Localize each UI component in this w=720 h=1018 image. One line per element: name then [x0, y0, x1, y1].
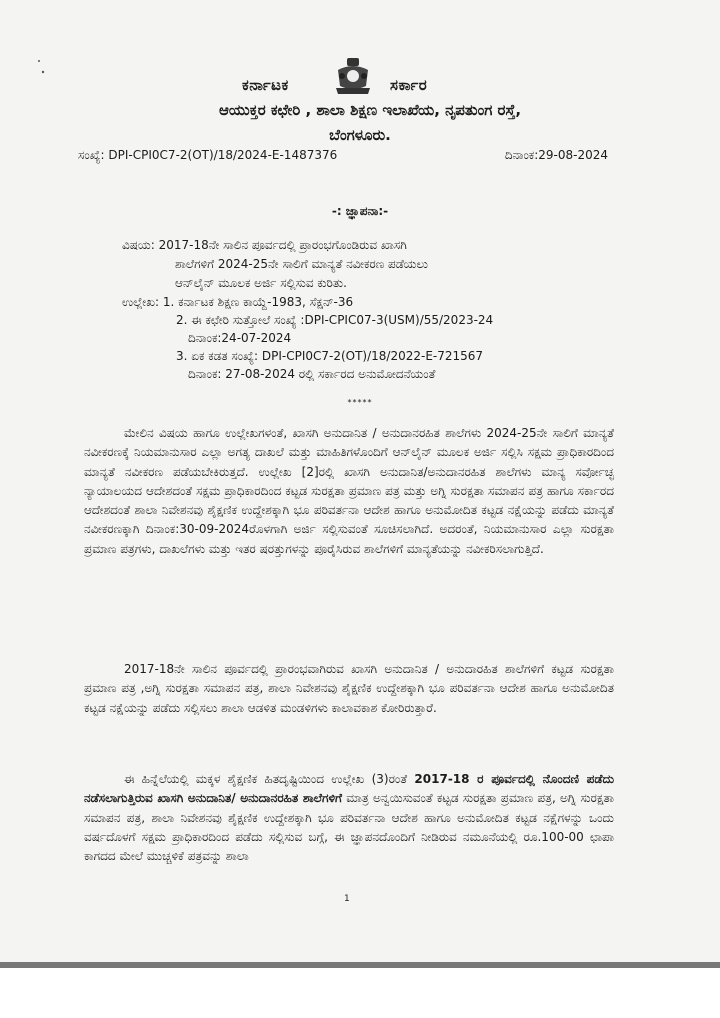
subject-line-1: ವಿಷಯ: 2017-18ನೇ ಸಾಲಿನ ಪೂರ್ವದಲ್ಲಿ ಪ್ರಾರಂಭಗೊಂಡಿರುವ ಖಾಸಗಿ: [122, 238, 407, 252]
paragraph-1: [84, 424, 614, 559]
paragraph-2: [84, 660, 614, 718]
paragraph-2-text: 2017-18ನೇ ಸಾಲಿನ ಪೂರ್ವದಲ್ಲಿ ಪ್ರಾರಂಭವಾಗಿರುವ ಖಾಸಗಿ ಅನುದಾನಿತ / ಅನುದಾರಹಿತ ಶಾಲೆಗಳಿಗೆ ಕಟ್ಟಡ ಸುರಕ್ಷತಾ ಪ್ರಮಾಣ ಪತ್ರ ,ಅಗ್ನಿ ಸುರಕ್ಷತಾ ಸಮಾಪನ ಪತ್ರ, ಶಾಲಾ ನಿವೇಶನವು ಶೈಕ್ಷಣಿಕ ಉದ್ದೇಶಕ್ಕಾಗಿ ಭೂ ಪರಿವರ್ತನಾ ಆದೇಶ ಹಾಗೂ ಅನುಮೋದಿತ ಕಟ್ಟಡ ನಕ್ಷೆಯನ್ನು ಪಡೆದು ಸಲ್ಲಿಸಲು ಶಾಲಾ ಆಡಳಿತ ಮಂಡಳಿಗಳು ಕಾಲಾವಕಾಶ ಕೋರಿರುತ್ತಾರೆ.: [84, 662, 614, 715]
subject-line-2: ಶಾಲೆಗಳಿಗೆ 2024-25ನೇ ಸಾಲಿಗೆ ಮಾನ್ಯತೆ ನವೀಕರಣ ಪಡೆಯಲು: [175, 257, 428, 271]
office-name: ಆಯುಕ್ತರ ಕಛೇರಿ , ಶಾಲಾ ಶಿಕ್ಷಣ ಇಲಾಖೆಯ, ನೃಪತುಂಗ ರಸ್ತೆ,: [218, 101, 522, 119]
references-block: [122, 293, 592, 383]
subject-block: [122, 236, 582, 293]
paragraph-3-rest: ಮಾತ್ರ ಅನ್ವಯಿಸುವಂತೆ ಕಟ್ಟಡ ಸುರಕ್ಷತಾ ಪ್ರಮಾಣ ಪತ್ರ, ಅಗ್ನಿ ಸುರಕ್ಷತಾ ಸಮಾಪನ ಪತ್ರ, ಶಾಲಾ ನಿವೇಶನವು ಶೈಕ್ಷಣಿಕ ಉದ್ದೇಶಕ್ಕಾಗಿ ಭೂ ಪರಿವರ್ತನಾ ಆದೇಶ ಹಾಗೂ ಅನುಮೋದಿತ ಕಟ್ಟಡ ನಕ್ಷೆಗಳನ್ನು ಒಂದು ವರ್ಷದೊಳಗೆ ಸಕ್ಷಮ ಪ್ರಾಧಿಕಾರದಿಂದ ಪಡೆದು ಸಲ್ಲಿಸುವ ಬಗ್ಗೆ, ಈ ಜ್ಞಾಪನದೊಂದಿಗೆ ನೀಡಿರುವ ನಮೂನೆಯಲ್ಲಿ ರೂ.100-00 ಛಾಪಾ ಕಾಗದದ ಮೇಲೆ ಮುಚ್ಚಳಿಕೆ ಪತ್ರವನ್ನು ಶಾಲಾ: [84, 791, 614, 864]
paragraph-1-text: ಮೇಲಿನ ವಿಷಯ ಹಾಗೂ ಉಲ್ಲೇಖಗಳಂತೆ, ಖಾಸಗಿ ಅನುದಾನಿತ / ಅನುದಾನರಹಿತ ಶಾಲೆಗಳು 2024-25ನೇ ಸಾಲಿಗೆ ಮಾನ್ಯತೆ ನವೀಕರಣಕ್ಕೆ ನಿಯಮಾನುಸಾರ ಎಲ್ಲಾ ಅಗತ್ಯ ದಾಖಲೆ ಮತ್ತು ಮಾಹಿತಿಗಳೊಂದಿಗೆ ಆನ್‌ಲೈನ್ ಮೂಲಕ ಅರ್ಜಿ ಸಲ್ಲಿಸಿ ಸಕ್ಷಮ ಪ್ರಾಧಿಕಾರದಿಂದ ಮಾನ್ಯತೆ ನವೀಕರಣ ಪಡೆಯಬೇಕಿರುತ್ತದೆ. ಉಲ್ಲೇಖ [2]ರಲ್ಲಿ ಖಾಸಗಿ ಅನುದಾನಿತ/ಅನುದಾನರಹಿತ ಶಾಲೆಗಳು ಮಾನ್ಯ ಸರ್ವೋಚ್ಛ ನ್ಯಾಯಾಲಯದ ಆದೇಶದಂತೆ ಸಕ್ಷಮ ಪ್ರಾಧಿಕಾರದಿಂದ ಕಟ್ಟಡ ಸುರಕ್ಷತಾ ಪ್ರಮಾಣ ಪತ್ರ ಮತ್ತು ಅಗ್ನಿ ಸುರಕ್ಷತಾ ಸಮಾಪನ ಪತ್ರ ಹಾಗೂ ಸರ್ಕಾರದ ಆದೇಶದಂತೆ ಶಾಲಾ ನಿವೇಶನವು ಶೈಕ್ಷಣಿಕ ಉದ್ದೇಶಕ್ಕಾಗಿ ಭೂ ಪರಿವರ್ತನಾ ಆದೇಶ ಹಾಗೂ ಅನುಮೋದಿತ ಕಟ್ಟಡ ನಕ್ಷೆಯನ್ನು ಪಡೆದು ಮಾನ್ಯತೆ ನವೀಕರಣಕ್ಕಾಗಿ ದಿನಾಂಕ:30-09-2024ರೊಳಗಾಗಿ ಅರ್ಜಿ ಸಲ್ಲಿಸುವಂತೆ ಸೂಚಿಸಲಾಗಿದೆ. ಅದರಂತೆ, ನಿಯಮಾನುಸಾರ ಎಲ್ಲಾ ಸುರಕ್ಷತಾ ಪ್ರಮಾಣ ಪತ್ರಗಳು, ದಾಖಲೆಗಳು ಮತ್ತು ಇತರ ಷರತ್ತುಗಳನ್ನು ಪೂರೈಸಿರುವ ಶಾಲೆಗಳಿಗೆ ಮಾನ್ಯತೆಯನ್ನು ನವೀಕರಿಸಲಾಗುತ್ತಿದೆ.: [84, 426, 614, 556]
reference-3-date: ದಿನಾಂಕ: 27-08-2024 ರಲ್ಲಿ ಸರ್ಕಾರದ ಅನುಮೋದನೆಯಂತೆ: [188, 367, 436, 381]
karnataka-emblem-icon: [332, 56, 374, 96]
reference-2: 2. ಈ ಕಛೇರಿ ಸುತ್ತೋಲೆ ಸಂಖ್ಯೆ :DPI-CPIC07-3(USM)/55/2023-24: [176, 313, 494, 327]
subject-line-3: ಆನ್‌ಲೈನ್ ಮೂಲಕ ಅರ್ಜಿ ಸಲ್ಲಿಸುವ ಕುರಿತು.: [175, 276, 347, 290]
reference-3: 3. ಏಕ ಕಡತ ಸಂಖ್ಯೆ: DPI-CPI0C7-2(OT)/18/2022-E-721567: [176, 349, 484, 363]
paragraph-3-lead: ಈ ಹಿನ್ನೆಲೆಯಲ್ಲಿ ಮಕ್ಕಳ ಶೈಕ್ಷಣಿಕ ಹಿತದೃಷ್ಟಿಯಿಂದ ಉಲ್ಲೇಖ (3)ರಂತೆ: [124, 772, 415, 786]
separator: *****: [347, 398, 373, 407]
page-number: 1: [344, 894, 350, 904]
header-state-left: ಕರ್ನಾಟಕ: [242, 76, 289, 94]
document-date: ದಿನಾಂಕ:29-08-2024: [504, 148, 608, 162]
paragraph-3: [84, 770, 614, 866]
notice-title: -: ಜ್ಞಾಪನಾ:-: [331, 204, 389, 218]
header-state-right: ಸರ್ಕಾರ: [390, 76, 428, 94]
reference-number: ಸಂಖ್ಯೆ: DPI-CPI0C7-2(OT)/18/2024-E-1487376: [78, 148, 338, 162]
paragraph-3-emphasis: 2017-18 ರ ಪೂರ್ವದಲ್ಲಿ ನೊಂದಣಿ ಪಡೆದು ನಡೆಸಲಾಗುತ್ತಿರುವ ಖಾಸಗಿ ಅನುದಾನಿತ/ ಅನುದಾನರಹಿತ ಶಾಲೆಗಳಿಗೆ: [84, 772, 615, 806]
reference-2-date: ದಿನಾಂಕ:24-07-2024: [188, 331, 292, 345]
reference-1: ಉಲ್ಲೇಖ: 1. ಕರ್ನಾಟಕ ಶಿಕ್ಷಣ ಕಾಯ್ದೆ-1983, ಸೆಕ್ಷನ್-36: [122, 295, 354, 309]
office-city: ಬೆಂಗಳೂರು.: [329, 126, 391, 144]
scan-specks: [36, 58, 46, 78]
